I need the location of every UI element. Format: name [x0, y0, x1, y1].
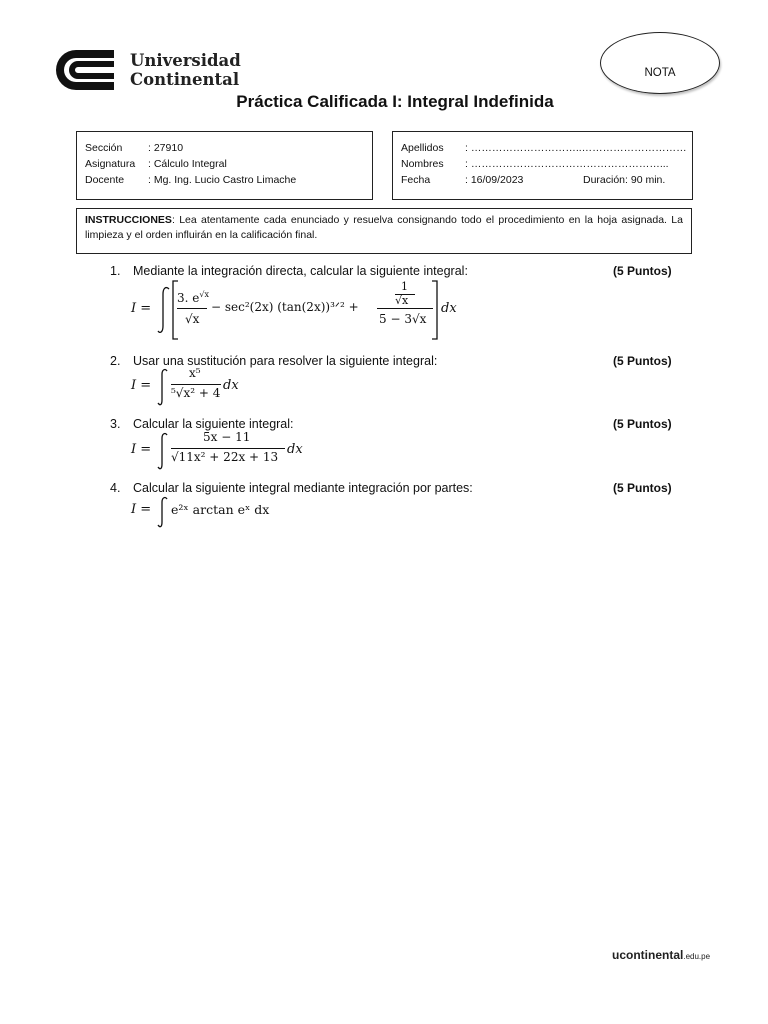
- q3-number: 3.: [110, 417, 121, 431]
- fraction-bar: [171, 448, 285, 449]
- q4-number: 4.: [110, 481, 121, 495]
- q4-formula: [131, 496, 331, 528]
- seccion-value: : 27910: [148, 142, 184, 154]
- nombres-field: : ………………………………………………...: [465, 158, 669, 170]
- footer-link[interactable]: [612, 948, 710, 962]
- q3-points: (5 Puntos): [613, 417, 672, 431]
- q1-middle-terms: − sec²(2x) (tan(2x))³ᐟ² +: [211, 300, 359, 314]
- docente-value: : Mg. Ing. Lucio Castro Limache: [148, 174, 297, 186]
- q1-inner-num: 1: [401, 280, 408, 293]
- student-info-box: [392, 131, 693, 200]
- q1-points: (5 Puntos): [613, 264, 672, 278]
- nota-label: NOTA: [644, 67, 676, 79]
- university-logo: [54, 48, 244, 92]
- page-title: Práctica Calificada I: Integral Indefinida: [236, 92, 554, 111]
- q1-formula: [131, 278, 461, 338]
- asignatura-value: : Cálculo Integral: [148, 158, 227, 170]
- q2-points: (5 Puntos): [613, 354, 672, 368]
- q2-number: 2.: [110, 354, 121, 368]
- q3-text: Calcular la siguiente integral:: [133, 417, 294, 431]
- asignatura-label: Asignatura: [85, 158, 136, 170]
- brand-line-2: Continental: [130, 70, 240, 89]
- q2-numerator: x⁵: [189, 366, 201, 380]
- q1-i-eq: I =: [131, 301, 152, 316]
- apellidos-label: Apellidos: [401, 142, 444, 154]
- fraction-bar: [377, 308, 433, 309]
- q4-expression: e²ˣ arctan eˣ dx: [171, 502, 270, 517]
- integral-sign-icon: [157, 368, 169, 406]
- q1-dx: dx: [441, 301, 457, 316]
- q3-i-eq: I =: [131, 442, 152, 457]
- q2-dx: dx: [223, 378, 239, 393]
- instructions-label: INSTRUCCIONES: [85, 214, 172, 226]
- q1-den-a: √x: [185, 312, 200, 326]
- footer-domain: .edu.pe: [683, 952, 711, 961]
- footer-site: ucontinental: [612, 948, 684, 962]
- q4-points: (5 Puntos): [613, 481, 672, 495]
- fecha-value: : 16/09/2023: [465, 174, 524, 186]
- nombres-label: Nombres: [401, 158, 444, 170]
- right-bracket-icon: [431, 280, 439, 340]
- q1-text: Mediante la integración directa, calcular la siguiente integral:: [133, 264, 468, 278]
- fecha-label: Fecha: [401, 174, 431, 186]
- continental-logo-icon: [54, 48, 116, 92]
- apellidos-field: : …………………………..…………………………: [465, 142, 687, 154]
- q3-denominator: √11x² + 22x + 13: [171, 450, 279, 464]
- q3-formula: [131, 430, 331, 470]
- q1-num-a: 3. $e^{√x}$: [177, 290, 209, 305]
- q2-i-eq: I =: [131, 378, 152, 393]
- integral-sign-icon: [157, 496, 169, 528]
- q3-dx: dx: [287, 442, 303, 457]
- fraction-bar: [171, 384, 221, 385]
- q2-denominator: ⁵√x² + 4: [171, 386, 221, 400]
- docente-label: Docente: [85, 174, 125, 186]
- instructions-text: : Lea atentamente cada enunciado y resuelva consignando todo el procedimiento en la hoja asignada. La limpieza y el orden influirán en la calificación final.: [85, 214, 683, 241]
- q4-i-eq: I =: [131, 502, 152, 517]
- q1-number: 1.: [110, 264, 121, 278]
- q2-formula: [131, 366, 271, 406]
- seccion-label: Sección: [85, 142, 123, 154]
- fraction-bar: [177, 308, 207, 309]
- q1-inner-den: √x: [395, 294, 409, 307]
- q2-text: Usar una sustitución para resolver la siguiente integral:: [133, 354, 438, 368]
- brand-line-1: Universidad: [130, 51, 241, 70]
- integral-sign-icon: [157, 432, 169, 470]
- left-bracket-icon: [171, 280, 179, 340]
- grade-box: [600, 32, 720, 94]
- q3-numerator: 5x − 11: [203, 430, 251, 444]
- duracion: Duración: 90 min.: [583, 174, 666, 186]
- instructions-box: [76, 208, 692, 254]
- q1-den-b: 5 − 3√x: [379, 312, 427, 326]
- q4-text: Calcular la siguiente integral mediante integración por partes:: [133, 481, 473, 495]
- integral-sign-icon: [157, 286, 171, 334]
- course-info-box: [76, 131, 373, 200]
